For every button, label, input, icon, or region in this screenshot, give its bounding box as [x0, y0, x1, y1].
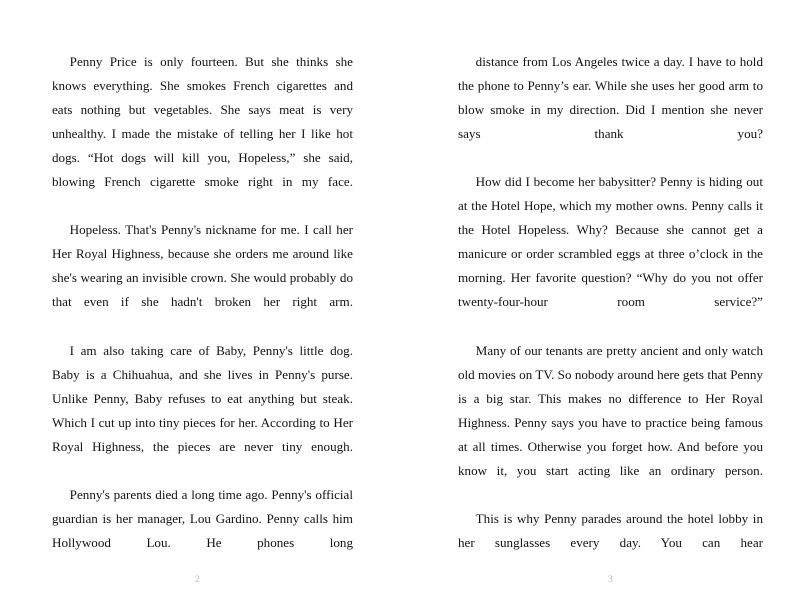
paragraph: Penny Price is only fourteen. But she thinks she knows everything. She smokes French cigarettes and eats nothing but vegetables. She says meat is very unhealthy. I made the mistake of telling her I like hot dogs. “Hot dogs will kill you, Hopeless,” she said, blowing French cigarette smoke right in my face.: [52, 54, 353, 190]
paragraph: distance from Los Angeles twice a day. I have to hold the phone to Penny’s ear. While she uses her good arm to blow smoke in my direction. Did I mention she never says thank you?: [458, 54, 763, 142]
paragraph: How did I become her babysitter? Penny is hiding out at the Hotel Hope, which my mother owns. Penny calls it the Hotel Hopeless. Why? Because she cannot get a manicure or order scrambled eggs at three o’clock in the morning. Her favorite question? “Why do you not offer twenty-four-hour room service?”: [458, 174, 763, 310]
paragraph: Many of our tenants are pretty ancient and only watch old movies on TV. So nobody around here gets that Penny is a big star. This makes no difference to Her Royal Highness. Penny says you have to practice being famous at all times. Otherwise you forget how. And before you know it, you start acting like an ordinary person.: [458, 342, 763, 478]
page-number-left: 2: [195, 575, 200, 585]
right-page-textblock: [458, 50, 763, 579]
page-right: [405, 0, 810, 608]
paragraph: This is why Penny parades around the hotel lobby in her sunglasses every day. You can hear: [458, 510, 763, 550]
paragraph: Hopeless. That's Penny's nickname for me. I call her Her Royal Highness, because she orders me around like she's wearing an invisible crown. She would probably do that even if she hadn't broken her right arm.: [52, 222, 353, 310]
left-page-textblock: [52, 50, 353, 579]
paragraph: I am also taking care of Baby, Penny's little dog. Baby is a Chihuahua, and she lives in Penny's purse. Unlike Penny, Baby refuses to eat anything but steak. Which I cut up into tiny pieces for her. According to Her Royal Highness, the pieces are never tiny enough.: [52, 342, 353, 454]
page-number-right: 3: [608, 575, 613, 585]
paragraph: Penny's parents died a long time ago. Penny's official guardian is her manager, Lou Gardino. Penny calls him Hollywood Lou. He phones long: [52, 486, 353, 550]
